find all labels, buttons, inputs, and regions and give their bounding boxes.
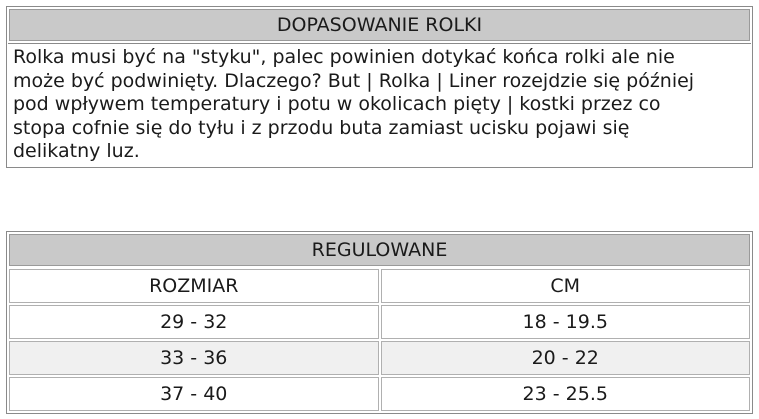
fit-description [8,43,751,164]
size-cell: 33 - 36 [9,341,379,375]
table-row [9,341,750,375]
fit-description-line: delikatny luz. [13,140,140,162]
fit-description-line: stopa cofnie się do tyłu i z przodu buta zamiast ucisku pojawi się [13,116,630,139]
size-section-title: REGULOWANE [7,232,752,268]
size-cell: 37 - 40 [9,377,379,411]
size-table-box [6,231,753,414]
table-row [9,377,750,411]
fit-description-line: pod wpływem temperatury i potu w okolicach pięty | kostki przez co [13,93,661,115]
column-header-size: ROZMIAR [9,269,379,303]
fit-info-box [6,6,753,168]
size-table [7,267,752,413]
table-header-row [9,269,750,303]
cm-cell: 20 - 22 [381,341,751,375]
table-row [9,305,750,339]
column-header-cm: CM [381,269,751,303]
fit-description-line: może być podwinięty. Dlaczego? But | Rolka | Liner rozejdzie się później [13,69,695,92]
fit-section-title: DOPASOWANIE ROLKI [7,7,752,43]
cm-cell: 18 - 19.5 [381,305,751,339]
size-cell: 29 - 32 [9,305,379,339]
fit-description-line: Rolka musi być na "styku", palec powinien dotykać końca rolki ale nie [13,46,675,68]
cm-cell: 23 - 25.5 [381,377,751,411]
